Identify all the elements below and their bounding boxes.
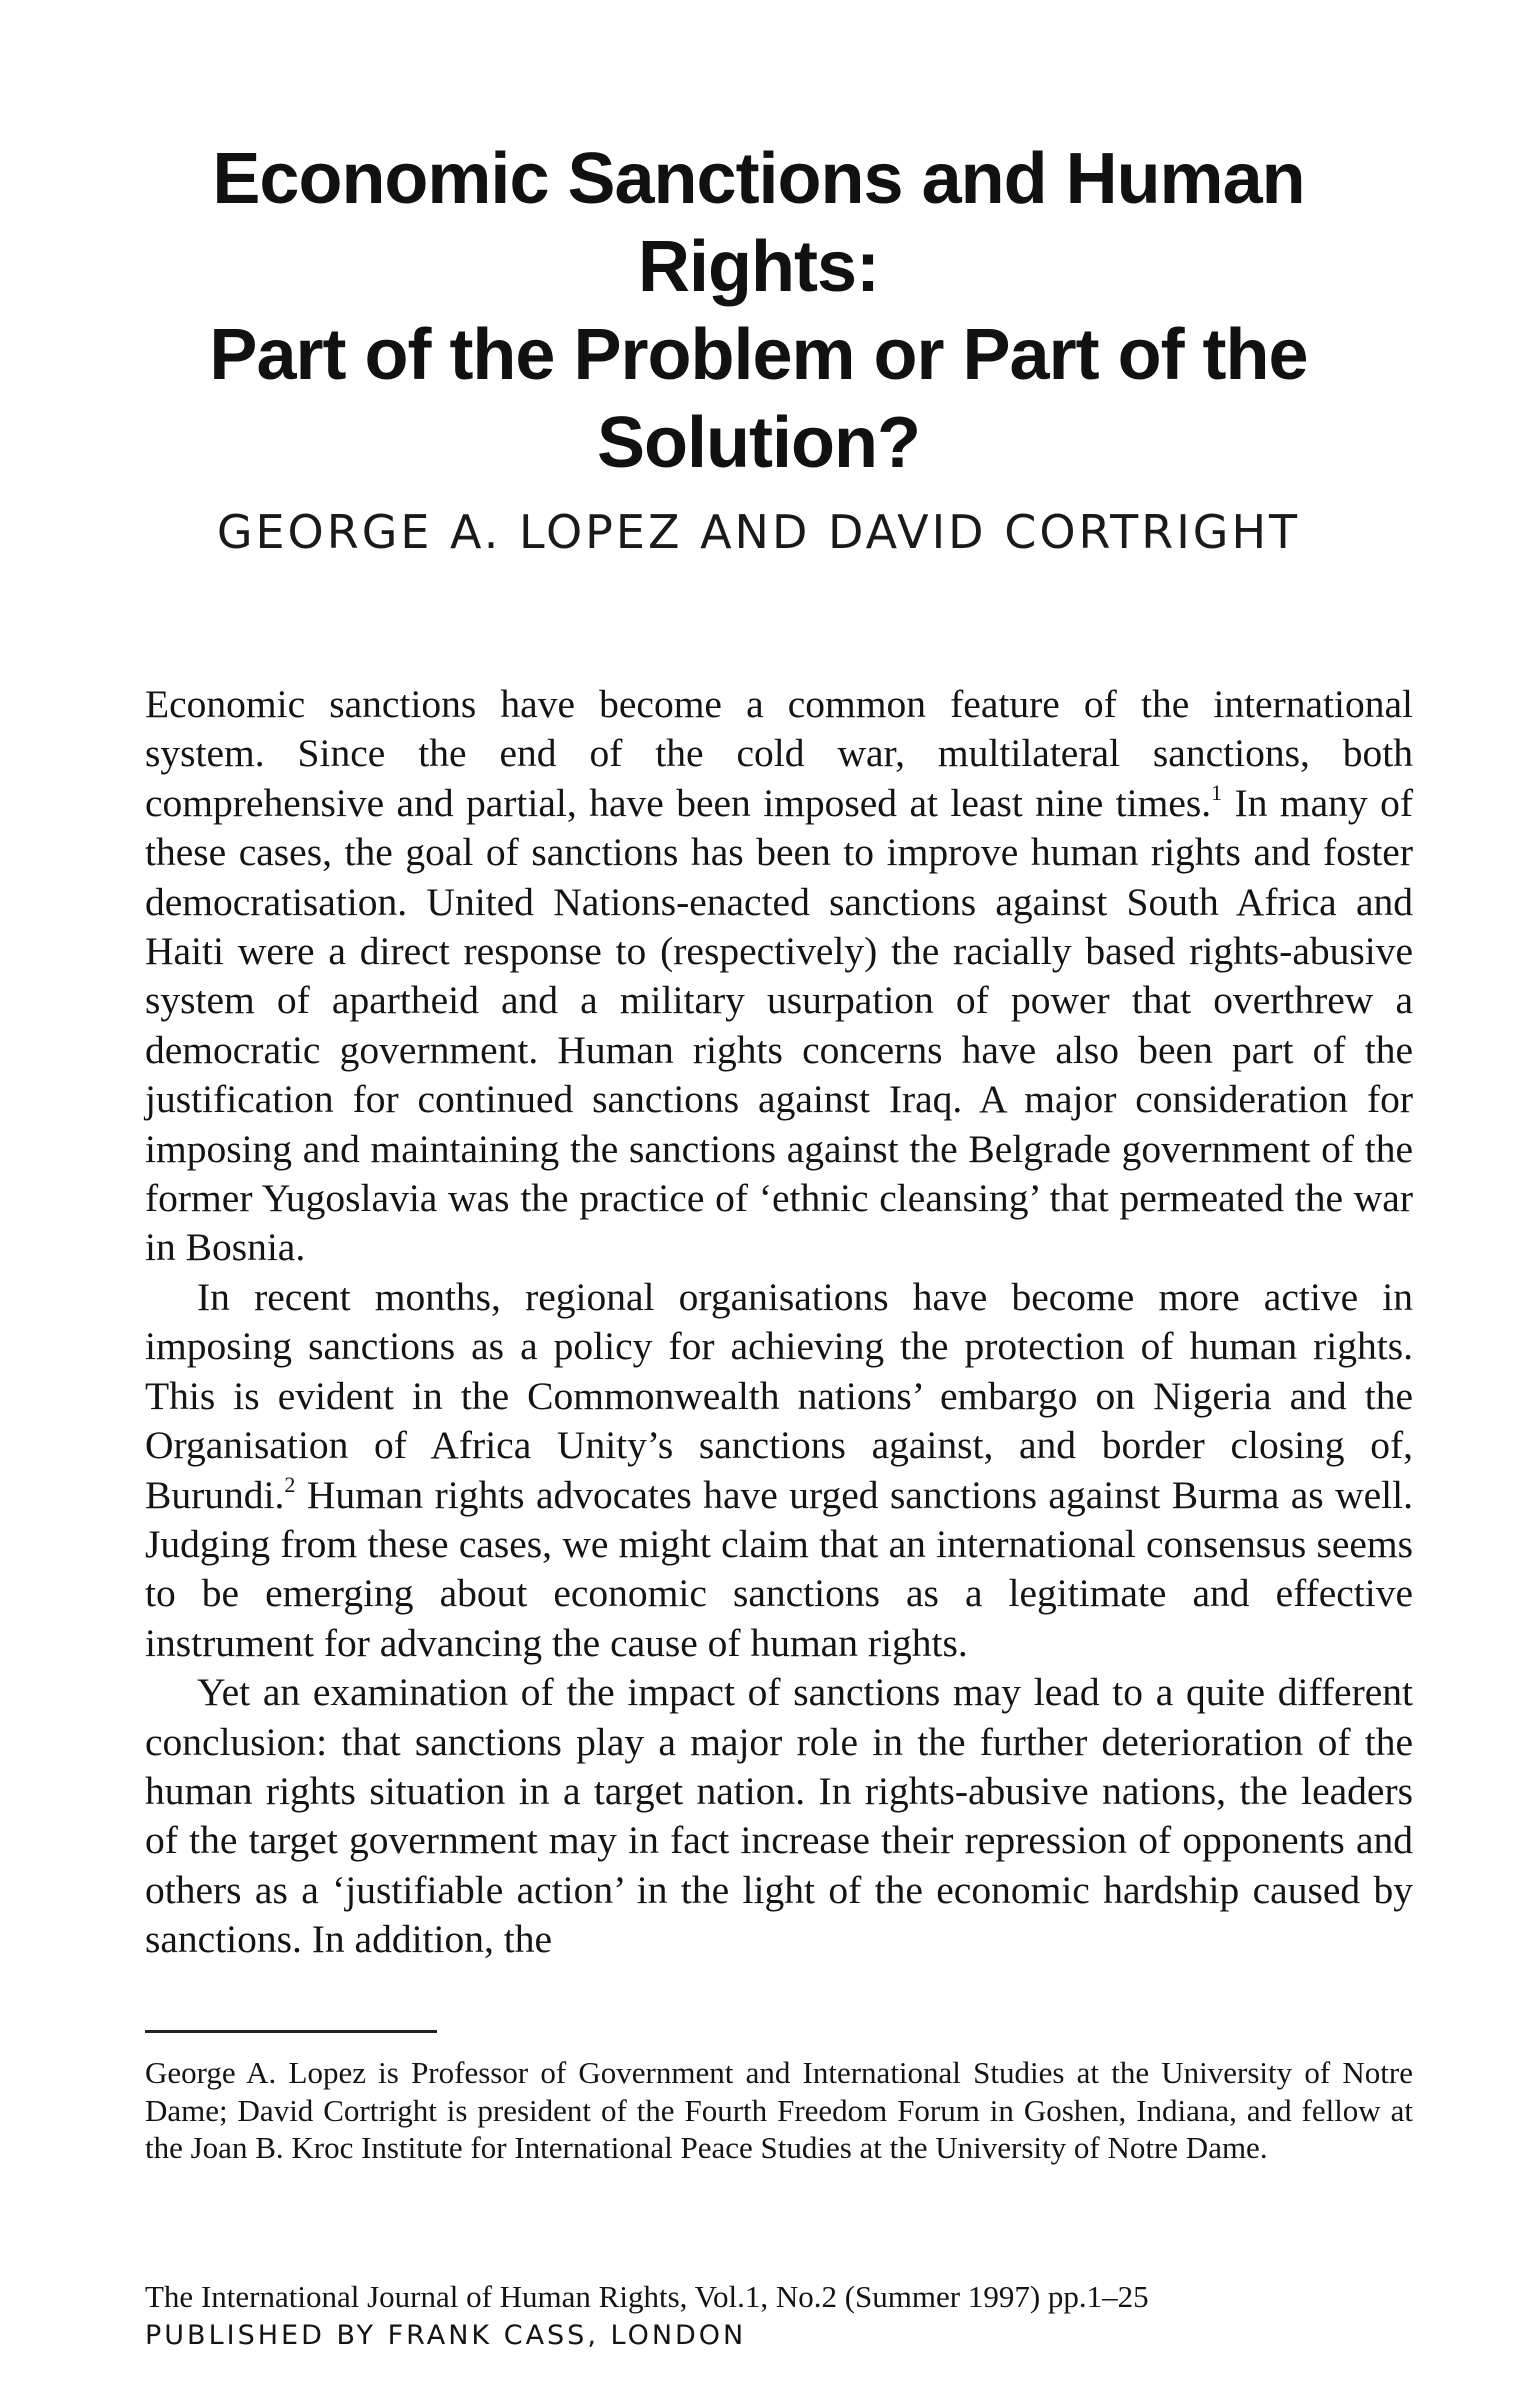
article-authors: GEORGE A. LOPEZ AND DAVID CORTRIGHT bbox=[216, 505, 1301, 559]
paragraph-2 bbox=[145, 1273, 1413, 1668]
title-line-1: Economic Sanctions and Human Rights: bbox=[212, 139, 1305, 307]
publisher-line: PUBLISHED BY FRANK CASS, LONDON bbox=[145, 2320, 747, 2351]
journal-citation: The International Journal of Human Rights, Vol.1, No.2 (Summer 1997) pp.1–25 bbox=[145, 2279, 1149, 2314]
article-body bbox=[145, 680, 1413, 1965]
title-line-3: Solution? bbox=[597, 403, 920, 483]
footnote-ref-1: 1 bbox=[1211, 779, 1223, 805]
footnote-ref-2: 2 bbox=[284, 1471, 296, 1497]
author-note: George A. Lopez is Professor of Government and International Studies at the University of Notre Dame; David Cortright is president of the Fourth Freedom Forum in Goshen, Indiana, and fellow at the Joan B. Kroc Institute for International Peace Studies at the University of Notre Dame. bbox=[145, 2055, 1413, 2165]
paragraph-1 bbox=[145, 680, 1413, 1273]
paragraph-3: Yet an examination of the impact of sanctions may lead to a quite different conclusion: that sanctions play a major role in the further deterioration of the human rights situation in a target nation. In rights-abusive nations, the leaders of the target government may in fact increase their repression of opponents and others as a ‘justifiable action’ in the light of the economic hardship caused by sanctions. In addition, the bbox=[145, 1670, 1413, 1962]
paragraph-1-text-b: In many of these cases, the goal of sanctions has been to improve human rights and foster democratisation. United Nations-enacted sanctions against South Africa and Haiti were a direct response to (respectively) the racially based rights-abusive system of apartheid and a military usurpation of power that overthrew a democratic government. Human rights concerns have also been part of the justification for continued sanctions against Iraq. A major consideration for imposing and maintaining the sanctions against the Belgrade government of the former Yugoslavia was the practice of ‘ethnic cleansing’ that permeated the war in Bosnia. bbox=[145, 780, 1413, 1270]
title-line-2: Part of the Problem or Part of the bbox=[209, 315, 1308, 395]
paragraph-2-text-b: Human rights advocates have urged sanctions against Burma as well. Judging from these cases, we might claim that an international consensus seems to be emerging about economic sanctions as a legitimate and effective instrument for advancing the cause of human rights. bbox=[145, 1472, 1413, 1665]
paragraph-2-text-a: In recent months, regional organisations have become more active in imposing sanctions as a policy for achieving the protection of human rights. This is evident in the Commonwealth nations’ embargo on Nigeria and the Organisation of Africa Unity’s sanctions against, and border closing of, Burundi. bbox=[145, 1274, 1413, 1517]
article-title bbox=[100, 135, 1417, 487]
footnote-divider bbox=[145, 2030, 437, 2033]
paragraph-1-text-a: Economic sanctions have become a common feature of the international system. Since the end of the cold war, multilateral sanctions, both comprehensive and partial, have been imposed at least nine times. bbox=[145, 682, 1413, 825]
